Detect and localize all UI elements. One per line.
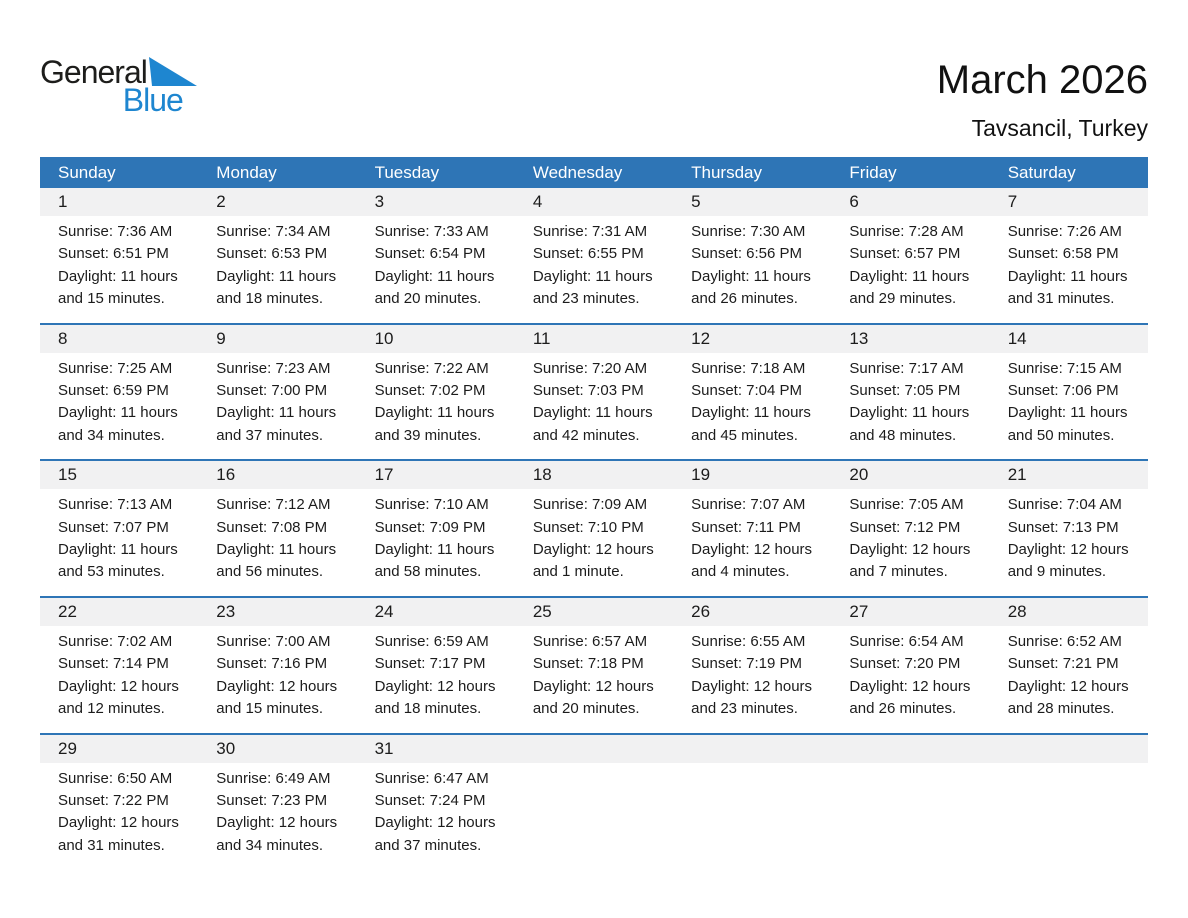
daylight-line-2: and 26 minutes. <box>691 290 798 308</box>
sunset-line: Sunset: 7:19 PM <box>691 655 803 673</box>
sunrise-line: Sunrise: 7:26 AM <box>1007 223 1122 240</box>
day-cell <box>40 626 198 721</box>
sunrise-line: Sunrise: 7:34 AM <box>216 223 331 240</box>
daylight-line-1: Daylight: 11 hours <box>532 404 653 422</box>
sunrise-line: Sunrise: 7:17 AM <box>849 359 964 377</box>
daylight-line-1: Daylight: 12 hours <box>849 677 971 695</box>
day-number: 20 <box>849 465 869 485</box>
daylight-line-2: and 37 minutes. <box>374 836 482 854</box>
day-number: 7 <box>1007 192 1018 211</box>
day-number: 17 <box>374 465 394 485</box>
sunset-line: Sunset: 6:53 PM <box>216 245 328 263</box>
sunrise-line: Sunrise: 7:10 AM <box>374 496 489 514</box>
daylight-line-2: and 9 minutes. <box>1007 563 1107 581</box>
day-number: 4 <box>532 192 543 211</box>
sunrise-line: Sunrise: 7:12 AM <box>216 496 331 514</box>
daylight-line-1: Daylight: 11 hours <box>1007 404 1128 422</box>
week-row <box>40 733 1148 870</box>
daylight-line-1: Daylight: 12 hours <box>691 677 813 695</box>
daylight-line-1: Daylight: 11 hours <box>532 267 653 285</box>
weekday-saturday: Saturday <box>1007 162 1076 182</box>
day-cell <box>198 626 356 721</box>
daylight-line-2: and 42 minutes. <box>532 426 640 444</box>
week-row <box>40 459 1148 596</box>
daylight-line-2: and 34 minutes. <box>58 426 165 444</box>
daylight-line-2: and 1 minute. <box>532 563 624 581</box>
title-block <box>937 56 1148 142</box>
page-header <box>40 0 1148 157</box>
day-number: 19 <box>691 465 711 485</box>
daylight-line-2: and 29 minutes. <box>849 290 957 308</box>
week-row <box>40 323 1148 460</box>
daylight-line-2: and 37 minutes. <box>216 426 324 444</box>
daylight-line-1: Daylight: 12 hours <box>1007 541 1129 559</box>
weekday-wednesday: Wednesday <box>532 162 623 182</box>
day-cell <box>198 216 356 311</box>
day-number: 13 <box>849 328 869 348</box>
week-details-grid <box>40 763 1148 870</box>
sunset-line: Sunset: 7:16 PM <box>216 655 328 673</box>
sunset-line: Sunset: 7:08 PM <box>216 518 328 536</box>
weekday-thursday: Thursday <box>691 162 763 182</box>
daylight-line-1: Daylight: 11 hours <box>58 404 178 422</box>
day-cell <box>673 489 831 584</box>
day-cell <box>990 353 1148 448</box>
week-row <box>40 596 1148 733</box>
daylight-line-1: Daylight: 11 hours <box>849 404 970 422</box>
sunrise-line: Sunrise: 6:55 AM <box>691 632 806 650</box>
day-cell <box>990 216 1148 311</box>
day-number: 28 <box>1007 601 1027 621</box>
day-number: 14 <box>1007 328 1027 348</box>
day-cell <box>515 489 673 584</box>
sunset-line: Sunset: 6:56 PM <box>691 245 803 263</box>
day-number: 11 <box>532 328 551 348</box>
day-cell <box>990 489 1148 584</box>
daylight-line-1: Daylight: 11 hours <box>1007 267 1128 285</box>
daylight-line-2: and 39 minutes. <box>374 426 482 444</box>
sunset-line: Sunset: 6:59 PM <box>58 382 169 400</box>
day-number: 18 <box>532 465 552 485</box>
daylight-line-1: Daylight: 12 hours <box>58 677 179 695</box>
day-number: 16 <box>216 465 236 485</box>
day-number-strip <box>40 598 1148 626</box>
week-details-grid <box>40 626 1148 733</box>
daylight-line-1: Daylight: 11 hours <box>216 541 337 559</box>
sunset-line: Sunset: 6:57 PM <box>849 245 961 263</box>
sunrise-line: Sunrise: 7:15 AM <box>1007 359 1122 377</box>
daylight-line-2: and 58 minutes. <box>374 563 482 581</box>
sunrise-line: Sunrise: 7:09 AM <box>532 496 648 514</box>
day-cell <box>40 489 198 584</box>
day-number: 24 <box>374 601 394 621</box>
sunset-line: Sunset: 7:07 PM <box>58 518 169 536</box>
day-cell <box>673 626 831 721</box>
sunset-line: Sunset: 7:09 PM <box>374 518 486 536</box>
sunrise-line: Sunrise: 7:13 AM <box>58 496 173 514</box>
sunset-line: Sunset: 7:00 PM <box>216 382 328 400</box>
sunrise-line: Sunrise: 7:31 AM <box>532 223 648 240</box>
daylight-line-2: and 56 minutes. <box>216 563 324 581</box>
sunrise-line: Sunrise: 7:20 AM <box>532 359 648 377</box>
daylight-line-1: Daylight: 11 hours <box>849 267 970 285</box>
day-cell <box>831 626 989 721</box>
day-number: 2 <box>216 192 226 211</box>
daylight-line-1: Daylight: 11 hours <box>374 541 495 559</box>
day-cell <box>831 216 989 311</box>
day-number: 10 <box>374 328 394 348</box>
daylight-line-2: and 23 minutes. <box>691 700 798 718</box>
sunrise-line: Sunrise: 7:05 AM <box>849 496 964 514</box>
weekday-monday: Monday <box>216 162 277 182</box>
daylight-line-2: and 31 minutes. <box>1007 290 1115 308</box>
daylight-line-2: and 7 minutes. <box>849 563 948 581</box>
day-cell <box>198 763 356 858</box>
weekday-header-row <box>40 157 1148 188</box>
sunset-line: Sunset: 7:20 PM <box>849 655 961 673</box>
sunset-line: Sunset: 7:05 PM <box>849 382 961 400</box>
sunset-line: Sunset: 7:17 PM <box>374 655 486 673</box>
location-subtitle: Tavsancil, Turkey <box>971 115 1148 141</box>
daylight-line-1: Daylight: 12 hours <box>849 541 971 559</box>
day-cell <box>357 216 515 311</box>
empty-day-cell <box>515 763 673 858</box>
day-cell <box>357 763 515 858</box>
daylight-line-2: and 45 minutes. <box>691 426 798 444</box>
day-cell <box>198 353 356 448</box>
day-number: 5 <box>691 192 701 211</box>
sunrise-line: Sunrise: 7:30 AM <box>691 223 806 240</box>
daylight-line-2: and 23 minutes. <box>532 290 640 308</box>
logo-text-general: General <box>40 54 147 90</box>
day-cell <box>357 489 515 584</box>
empty-day-cell <box>673 763 831 858</box>
sunrise-line: Sunrise: 6:49 AM <box>216 769 331 787</box>
day-cell <box>357 353 515 448</box>
sunrise-line: Sunrise: 7:36 AM <box>58 223 173 240</box>
daylight-line-2: and 20 minutes. <box>532 700 640 718</box>
sunset-line: Sunset: 6:55 PM <box>532 245 644 263</box>
daylight-line-1: Daylight: 11 hours <box>58 267 178 285</box>
daylight-line-2: and 31 minutes. <box>58 836 165 854</box>
sunrise-line: Sunrise: 7:33 AM <box>374 223 489 240</box>
daylight-line-1: Daylight: 12 hours <box>532 541 654 559</box>
week-details-grid <box>40 353 1148 460</box>
daylight-line-1: Daylight: 11 hours <box>691 267 811 285</box>
daylight-line-2: and 53 minutes. <box>58 563 165 581</box>
daylight-line-1: Daylight: 11 hours <box>374 404 495 422</box>
day-number <box>515 735 673 763</box>
day-cell <box>40 763 198 858</box>
day-number <box>990 735 1148 763</box>
sunrise-line: Sunrise: 6:54 AM <box>849 632 964 650</box>
sunrise-line: Sunrise: 7:04 AM <box>1007 496 1122 514</box>
daylight-line-2: and 18 minutes. <box>216 290 324 308</box>
day-number: 23 <box>216 601 236 621</box>
sunrise-line: Sunrise: 7:02 AM <box>58 632 173 650</box>
week-details-grid <box>40 489 1148 596</box>
sunset-line: Sunset: 7:11 PM <box>691 518 801 536</box>
sunrise-line: Sunrise: 7:18 AM <box>691 359 806 377</box>
daylight-line-1: Daylight: 12 hours <box>1007 677 1129 695</box>
sunrise-line: Sunrise: 6:52 AM <box>1007 632 1122 650</box>
daylight-line-2: and 12 minutes. <box>58 700 165 718</box>
daylight-line-2: and 26 minutes. <box>849 700 957 718</box>
day-number: 31 <box>374 738 394 758</box>
daylight-line-1: Daylight: 11 hours <box>58 541 178 559</box>
daylight-line-2: and 28 minutes. <box>1007 700 1115 718</box>
day-number: 15 <box>58 465 77 485</box>
daylight-line-2: and 20 minutes. <box>374 290 482 308</box>
day-number: 29 <box>58 738 77 758</box>
sunset-line: Sunset: 7:06 PM <box>1007 382 1119 400</box>
day-number-strip <box>40 735 1148 763</box>
sunrise-line: Sunrise: 7:22 AM <box>374 359 489 377</box>
day-number: 26 <box>691 601 711 621</box>
daylight-line-1: Daylight: 11 hours <box>216 404 337 422</box>
daylight-line-1: Daylight: 11 hours <box>691 404 811 422</box>
day-cell <box>515 626 673 721</box>
sunset-line: Sunset: 7:14 PM <box>58 655 169 673</box>
day-number: 12 <box>691 328 711 348</box>
day-cell <box>831 489 989 584</box>
daylight-line-1: Daylight: 12 hours <box>691 541 813 559</box>
daylight-line-1: Daylight: 12 hours <box>216 677 338 695</box>
sunset-line: Sunset: 7:18 PM <box>532 655 644 673</box>
daylight-line-2: and 50 minutes. <box>1007 426 1115 444</box>
daylight-line-2: and 48 minutes. <box>849 426 957 444</box>
week-details-grid <box>40 216 1148 323</box>
sunset-line: Sunset: 7:12 PM <box>849 518 961 536</box>
day-cell <box>990 626 1148 721</box>
daylight-line-2: and 4 minutes. <box>691 563 790 581</box>
daylight-line-1: Daylight: 11 hours <box>216 267 337 285</box>
day-cell <box>673 216 831 311</box>
sunset-line: Sunset: 7:22 PM <box>58 791 169 809</box>
sunset-line: Sunset: 7:04 PM <box>691 382 803 400</box>
daylight-line-1: Daylight: 12 hours <box>374 677 496 695</box>
daylight-line-2: and 18 minutes. <box>374 700 482 718</box>
page-title: March 2026 <box>936 58 1148 102</box>
day-cell <box>357 626 515 721</box>
sunset-line: Sunset: 7:21 PM <box>1007 655 1119 673</box>
day-number: 9 <box>216 328 226 348</box>
day-cell <box>673 353 831 448</box>
daylight-line-1: Daylight: 12 hours <box>532 677 654 695</box>
day-number-strip <box>40 325 1148 353</box>
day-number <box>831 735 989 763</box>
day-number: 30 <box>216 738 236 758</box>
sunrise-line: Sunrise: 7:28 AM <box>849 223 964 240</box>
sunset-line: Sunset: 7:10 PM <box>532 518 644 536</box>
weekday-tuesday: Tuesday <box>374 162 440 182</box>
daylight-line-2: and 15 minutes. <box>58 290 165 308</box>
daylight-line-2: and 34 minutes. <box>216 836 324 854</box>
daylight-line-1: Daylight: 11 hours <box>374 267 495 285</box>
sunrise-line: Sunrise: 7:00 AM <box>216 632 331 650</box>
sunrise-line: Sunrise: 6:47 AM <box>374 769 489 787</box>
sunrise-line: Sunrise: 6:59 AM <box>374 632 489 650</box>
daylight-line-1: Daylight: 12 hours <box>374 814 496 832</box>
day-number: 3 <box>374 192 385 211</box>
day-cell <box>40 353 198 448</box>
day-number-strip <box>40 461 1148 489</box>
day-number: 21 <box>1007 465 1027 485</box>
day-cell <box>515 353 673 448</box>
calendar-body <box>40 188 1148 869</box>
day-number-strip <box>40 188 1148 216</box>
day-cell <box>515 216 673 311</box>
sunset-line: Sunset: 6:54 PM <box>374 245 486 263</box>
sunrise-line: Sunrise: 6:57 AM <box>532 632 648 650</box>
week-row <box>40 188 1148 323</box>
day-number: 8 <box>58 328 68 348</box>
logo-text-blue: Blue <box>122 82 183 118</box>
daylight-line-1: Daylight: 12 hours <box>216 814 338 832</box>
day-number: 27 <box>849 601 869 621</box>
sunset-line: Sunset: 7:24 PM <box>374 791 486 809</box>
day-number: 6 <box>849 192 859 211</box>
sunrise-line: Sunrise: 6:50 AM <box>58 769 173 787</box>
sunset-line: Sunset: 7:23 PM <box>216 791 328 809</box>
empty-day-cell <box>831 763 989 858</box>
sunset-line: Sunset: 6:58 PM <box>1007 245 1119 263</box>
day-cell <box>198 489 356 584</box>
sunrise-line: Sunrise: 7:25 AM <box>58 359 173 377</box>
sunset-line: Sunset: 7:13 PM <box>1007 518 1119 536</box>
day-cell <box>40 216 198 311</box>
empty-day-cell <box>990 763 1148 858</box>
sunset-line: Sunset: 6:51 PM <box>58 245 169 263</box>
day-number: 25 <box>532 601 552 621</box>
day-number: 22 <box>58 601 77 621</box>
day-number <box>673 735 831 763</box>
day-number: 1 <box>58 192 68 211</box>
general-blue-logo <box>40 56 197 116</box>
calendar-table <box>40 157 1148 869</box>
sunrise-line: Sunrise: 7:23 AM <box>216 359 331 377</box>
weekday-friday: Friday <box>849 162 897 182</box>
day-cell <box>831 353 989 448</box>
daylight-line-2: and 15 minutes. <box>216 700 324 718</box>
weekday-sunday: Sunday <box>58 162 116 182</box>
daylight-line-1: Daylight: 12 hours <box>58 814 179 832</box>
sunrise-line: Sunrise: 7:07 AM <box>691 496 806 514</box>
sunset-line: Sunset: 7:03 PM <box>532 382 644 400</box>
sunset-line: Sunset: 7:02 PM <box>374 382 486 400</box>
